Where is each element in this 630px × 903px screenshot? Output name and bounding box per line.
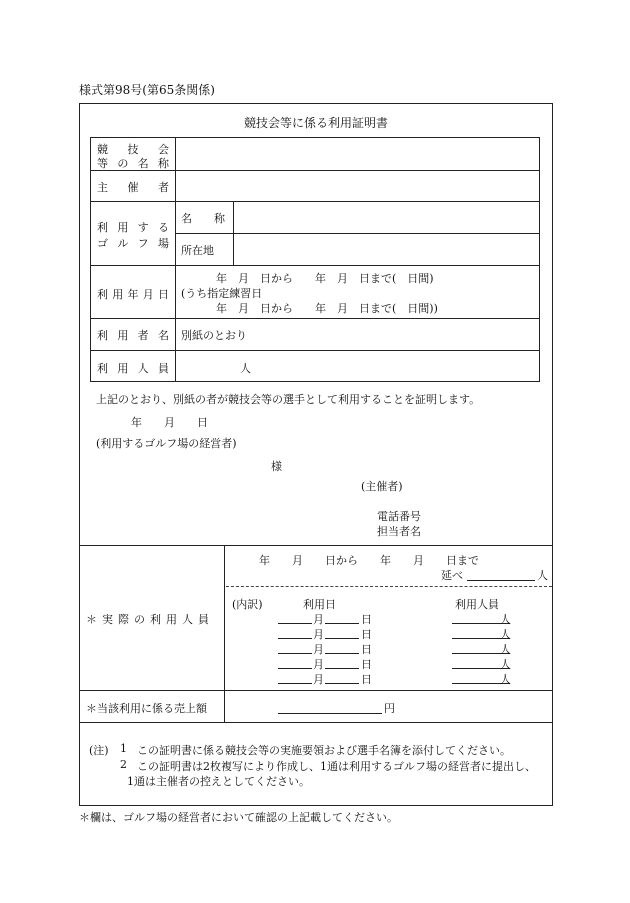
event-name-field[interactable]: [176, 171, 539, 200]
form-number: 様式第98号(第65条関係): [79, 83, 215, 97]
golf-course-label-2: ゴルフ場: [97, 237, 169, 250]
sama: 様: [271, 460, 282, 473]
day-underline: [325, 623, 359, 624]
footer-note: ＊欄は、ゴルフ場の経営者において確認の上記載してください。: [79, 811, 398, 824]
day-char: 日: [361, 658, 372, 671]
person-char: 人: [500, 643, 511, 656]
day-underline: [325, 683, 359, 684]
sales-label: ＊当該利用に係る売上額: [86, 702, 207, 715]
event-name-value-field[interactable]: [176, 138, 539, 169]
note-1: この証明書に係る競技会等の実施要領および選手名簿を添付してください。: [137, 744, 511, 757]
addressee: (利用するゴルフ場の経営者): [96, 437, 237, 450]
usage-total-unit: 人: [537, 569, 548, 582]
course-name-field[interactable]: [234, 202, 539, 232]
organizer-signature-label: (主催者): [361, 480, 403, 493]
month-char: 月: [313, 628, 324, 641]
golf-course-label-1: 利用する: [97, 221, 169, 234]
course-name-label: 名 称: [181, 212, 225, 225]
user-count-label: 利用人員: [97, 362, 169, 375]
person-char: 人: [500, 658, 511, 671]
person-char: 人: [500, 613, 511, 626]
day-char: 日: [361, 643, 372, 656]
user-count-unit: 人: [240, 362, 251, 375]
note-2-line-1: この証明書は2枚複写により作成し、1通は利用するゴルフ場の経営者に提出し、: [137, 760, 536, 773]
certification-statement: 上記のとおり、別紙の者が競技会等の選手として利用することを証明します。: [96, 393, 481, 406]
day-underline: [325, 668, 359, 669]
event-name-label-1: 競 技 会: [97, 143, 169, 156]
phone-label: 電話番号: [377, 510, 421, 523]
certification-date: 年 月 日: [131, 416, 208, 429]
month-char: 月: [313, 643, 324, 656]
month-char: 月: [313, 673, 324, 686]
month-underline: [278, 638, 312, 639]
day-char: 日: [361, 613, 372, 626]
month-char: 月: [313, 613, 324, 626]
day-char: 日: [361, 628, 372, 641]
month-underline: [278, 683, 312, 684]
dates-line-2: (うち指定練習日: [181, 287, 263, 300]
course-address-field[interactable]: [234, 234, 539, 264]
day-underline: [325, 653, 359, 654]
day-underline: [325, 638, 359, 639]
organizer-label: 主催者: [97, 181, 169, 194]
people-col-header: 利用人員: [455, 598, 499, 611]
month-char: 月: [313, 658, 324, 671]
contact-label: 担当者名: [377, 525, 421, 538]
event-name-label-2: 等の名称: [97, 157, 169, 170]
actual-usage-label: ＊実際の利用人員: [86, 613, 214, 626]
usage-total-prefix: 延べ: [441, 569, 463, 582]
month-underline: [278, 623, 312, 624]
person-char: 人: [500, 673, 511, 686]
course-address-label: 所在地: [181, 244, 214, 257]
dates-line-1: 年 月 日から 年 月 日まで( 日間): [216, 272, 434, 285]
month-underline: [278, 668, 312, 669]
person-char: 人: [500, 628, 511, 641]
dates-line-3: 年 月 日から 年 月 日まで( 日間)): [216, 302, 438, 315]
date-col-header: 利用日: [303, 598, 336, 611]
note-2-line-2: 1通は主催者の控えとしてください。: [127, 775, 310, 788]
note-2-number: 2: [120, 758, 127, 771]
notes-prefix: (注): [89, 744, 109, 757]
day-char: 日: [361, 673, 372, 686]
sales-unit: 円: [384, 702, 395, 715]
month-underline: [278, 653, 312, 654]
dates-label: 利用年月日: [97, 288, 169, 301]
user-name-value: 別紙のとおり: [181, 329, 247, 342]
user-name-label: 利用者名: [97, 329, 169, 342]
form-title: 競技会等に係る利用証明書: [243, 116, 388, 130]
note-1-number: 1: [120, 742, 127, 755]
breakdown-label: (内訳): [232, 598, 263, 611]
usage-period: 年 月 日から 年 月 日まで: [259, 554, 479, 567]
